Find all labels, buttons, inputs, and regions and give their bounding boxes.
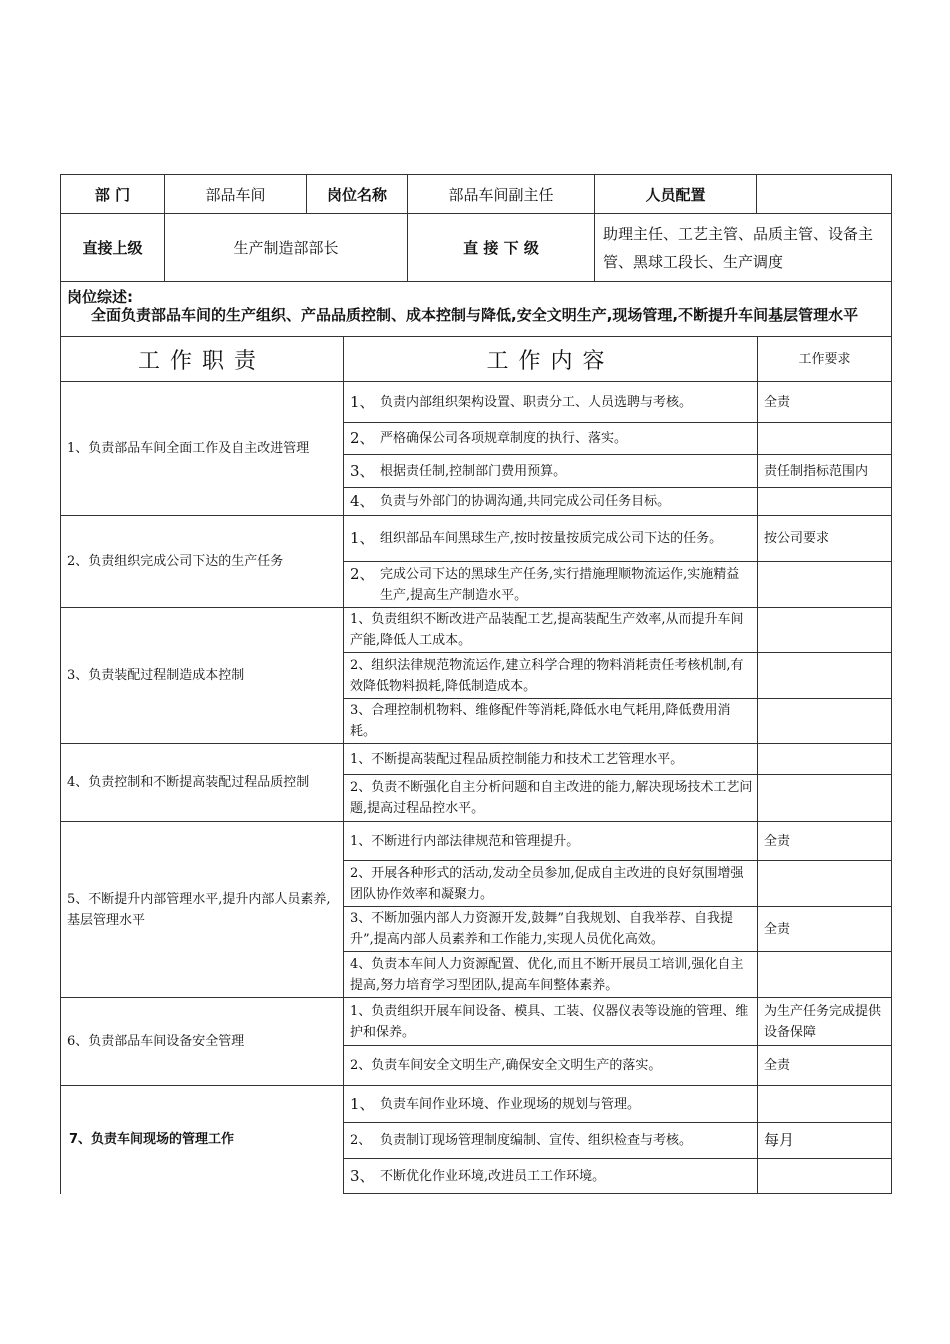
duty-item: 3、不断加强内部人力资源开发,鼓舞”自我规划、自我举荐、自我提升”,提高内部人员素养和工作能力,实现人员优化高效。 [344, 907, 758, 952]
post-label: 岗位名称 [307, 175, 408, 214]
duty-item [344, 382, 758, 423]
item-text: 根据责任制,控制部门费用预算。 [380, 463, 567, 479]
duty-title: 2、负责组织完成公司下达的生产任务 [61, 516, 344, 608]
item-requirement: 为生产任务完成提供设备保障 [758, 998, 892, 1046]
duty-item: 2、负责不断强化自主分析问题和自主改进的能力,解决现场技术工艺问题,提高过程品控水平。 [344, 775, 758, 822]
item-text: 负责与外部门的协调沟通,共同完成公司任务目标。 [380, 494, 671, 509]
duty-title: 5、不断提升内部管理水平,提升内部人员素养,基层管理水平 [61, 822, 344, 998]
item-text: 组织部品车间黑球生产,按时按量按质完成公司下达的任务。 [380, 531, 723, 546]
duty-item [344, 1159, 758, 1194]
item-number: 2、 [350, 564, 375, 583]
item-text: 负责内部组织架构设置、职责分工、人员选聘与考核。 [380, 394, 693, 410]
duty-item: 2、负责车间安全文明生产,确保安全文明生产的落实。 [344, 1046, 758, 1086]
duty-title: 6、负责部品车间设备安全管理 [61, 998, 344, 1086]
post-summary [61, 282, 892, 337]
dept-label: 部 门 [61, 175, 165, 214]
item-requirement [758, 608, 892, 653]
staff-value [757, 175, 892, 214]
item-requirement: 责任制指标范围内 [758, 455, 892, 488]
column-requirement: 工作要求 [758, 337, 892, 382]
item-number: 4、 [350, 492, 375, 510]
summary-text: 全面负责部品车间的生产组织、产品品质控制、成本控制与降低,安全文明生产,现场管理,不断提升车间基层管理水平 [91, 306, 859, 324]
item-requirement: 全责 [758, 822, 892, 861]
duty-item: 1、不断进行内部法律规范和管理提升。 [344, 822, 758, 861]
duty-item [344, 488, 758, 516]
column-content: 工作内容 [344, 337, 758, 382]
item-requirement [758, 699, 892, 744]
item-requirement: 按公司要求 [758, 516, 892, 562]
item-requirement: 全责 [758, 382, 892, 423]
item-number: 2、 [350, 429, 375, 447]
item-requirement: 全责 [758, 1046, 892, 1086]
duty-item: 1、负责组织开展车间设备、模具、工装、仪器仪表等设施的管理、维护和保养。 [344, 998, 758, 1046]
item-number: 1、 [350, 529, 375, 547]
duty-item [344, 562, 758, 608]
column-duty: 工作职责 [61, 337, 344, 382]
item-number: 1、 [350, 392, 375, 411]
header-table [60, 174, 892, 337]
item-number: 3、 [350, 461, 375, 480]
item-text: 不断优化作业环境,改进员工工作环境。 [380, 1168, 606, 1184]
duty-title: 1、负责部品车间全面工作及自主改进管理 [61, 382, 344, 516]
duty-title: 4、负责控制和不断提高装配过程品质控制 [61, 744, 344, 822]
dept-value: 部品车间 [165, 175, 307, 214]
duty-item: 1、不断提高装配过程品质控制能力和技术工艺管理水平。 [344, 744, 758, 775]
summary-label: 岗位综述: [67, 288, 133, 306]
item-requirement [758, 1159, 892, 1194]
duty-item [344, 455, 758, 488]
item-requirement [758, 952, 892, 998]
item-requirement [758, 562, 892, 608]
item-text: 负责车间作业环境、作业现场的规划与管理。 [380, 1096, 641, 1112]
superior-value: 生产制造部部长 [165, 214, 408, 282]
item-text: 负责制订现场管理制度编制、宣传、组织检查与考核。 [380, 1133, 693, 1148]
item-number: 2、 [350, 1133, 372, 1148]
item-requirement [758, 653, 892, 699]
duty-title: 3、负责装配过程制造成本控制 [61, 608, 344, 744]
item-text: 严格确保公司各项规章制度的执行、落实。 [380, 431, 628, 446]
item-number: 1、 [350, 1094, 375, 1113]
item-requirement: 每月 [758, 1123, 892, 1159]
post-value: 部品车间副主任 [408, 175, 595, 214]
item-requirement [758, 775, 892, 822]
duty-item: 1、负责组织不断改进产品装配工艺,提高装配生产效率,从而提升车间产能,降低人工成本。 [344, 608, 758, 653]
superior-label: 直接上级 [61, 214, 165, 282]
duty-title: 7、负责车间现场的管理工作 [61, 1086, 344, 1194]
item-requirement [758, 861, 892, 907]
item-requirement: 全责 [758, 907, 892, 952]
staff-label: 人员配置 [595, 175, 757, 214]
subordinate-value: 助理主任、工艺主管、品质主管、设备主管、黑球工段长、生产调度 [595, 214, 892, 282]
duty-item [344, 1086, 758, 1123]
item-requirement [758, 488, 892, 516]
duty-item [344, 423, 758, 455]
item-text: 完成公司下达的黑球生产任务,实行措施理顺物流运作,实施精益生产,提高生产制造水平。 [380, 566, 740, 603]
duty-item: 2、组织法律规范物流运作,建立科学合理的物料消耗责任考核机制,有效降低物料损耗,降低制造成本。 [344, 653, 758, 699]
item-number: 3、 [350, 1166, 375, 1185]
duty-table [60, 336, 892, 1194]
duty-item [344, 516, 758, 562]
duty-item: 2、开展各种形式的活动,发动全员参加,促成自主改进的良好氛围增强团队协作效率和凝聚力。 [344, 861, 758, 907]
subordinate-label: 直 接 下 级 [408, 214, 595, 282]
duty-item: 4、负责本车间人力资源配置、优化,而且不断开展员工培训,强化自主提高,努力培育学习型团队,提高车间整体素养。 [344, 952, 758, 998]
duty-item [344, 1123, 758, 1159]
duty-item: 3、合理控制机物料、维修配件等消耗,降低水电气耗用,降低费用消耗。 [344, 699, 758, 744]
item-requirement [758, 744, 892, 775]
item-requirement [758, 423, 892, 455]
item-requirement [758, 1086, 892, 1123]
